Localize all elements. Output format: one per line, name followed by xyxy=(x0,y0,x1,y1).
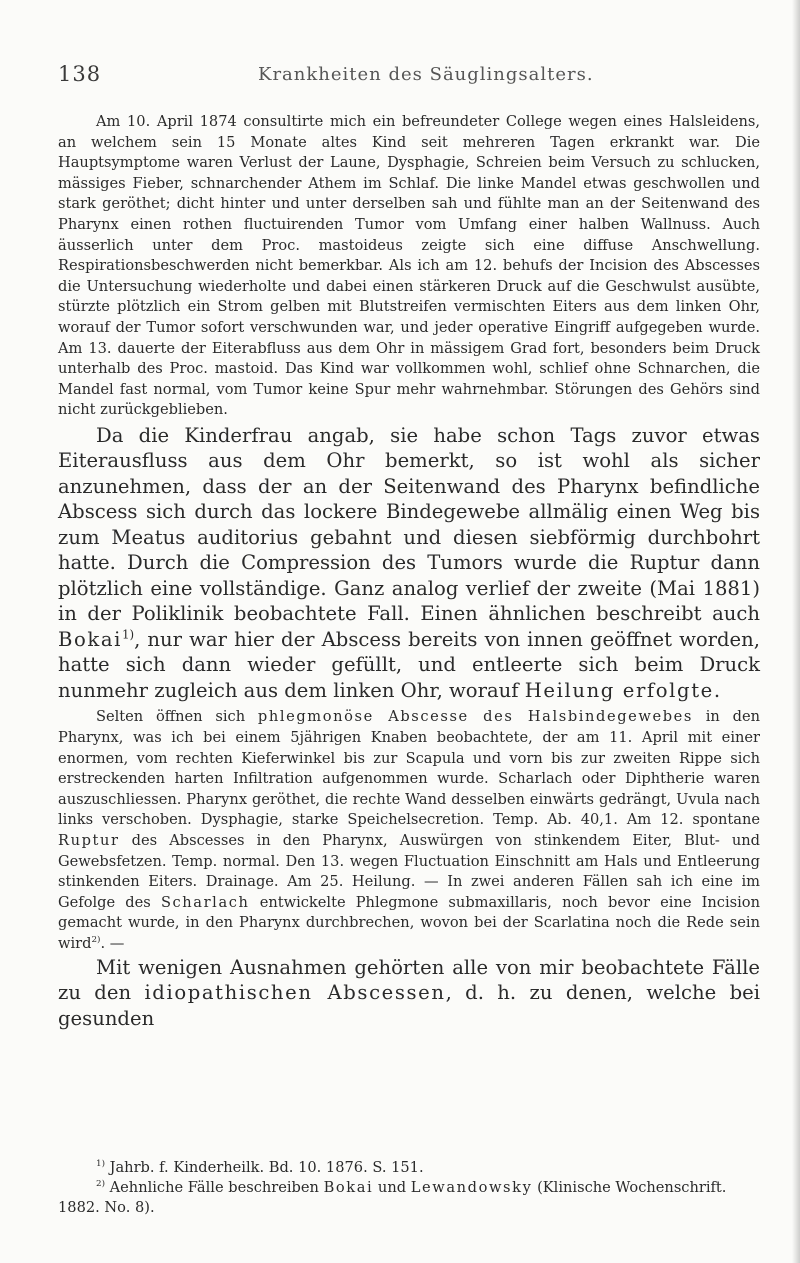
phlegmon-emphasis: phlegmonöse Abscesse des Halsbindegewebes xyxy=(257,708,693,726)
page-edge-shadow xyxy=(792,0,800,1263)
page-header xyxy=(58,62,758,98)
emphasis-text: Heilung erfolgte. xyxy=(524,678,722,702)
closing-text-a: Mit wenigen Ausnahmen gehörten alle von mir beobachtete Fälle zu den xyxy=(58,955,760,1005)
footnote-1 xyxy=(58,1158,760,1178)
footnote-ref-2: 2) xyxy=(91,935,101,946)
page-number: 138 xyxy=(58,62,102,86)
page-body xyxy=(58,112,760,1031)
footnote-mark: 2) xyxy=(96,1179,105,1190)
case-report-text: Am 10. April 1874 consultirte mich ein befreundeter College wegen eines Halsleidens, an welchem sein 15 Monate altes Kind seit mehreren Tagen erkrankt war. Die Hauptsymptome waren Verlust der Laune, Dysphagie, Schreien beim Versuch zu schlucken, mässiges Fieber, schnarchender Athem im Schlaf. Die linke Mandel etwas geschwollen und stark geröthet; dicht hinter und unter derselben sah und fühlte man an der Seitenwand des Pharynx einen rothen fluctuirenden Tumor vom Umfang einer halben Wallnuss. Auch äusserlich unter dem Proc. mastoideus zeigte sich eine diffuse Anschwellung. Respirationsbeschwerden nicht bemerkbar. Als ich am 12. behufs der Incision des Abscesses die Untersuchung wiederholte und dabei einen stärkeren Druck auf die Geschwulst ausübte, stürzte plötzlich ein Strom gelben mit Blutstreifen vermischten Eiters aus dem linken Ohr, worauf der Tumor sofort verschwunden war, und jeder operative Eingriff aufgegeben wurde. Am 13. dauerte der Eiterabfluss aus dem Ohr in mässigem Grad fort, besonders beim Druck unterhalb des Proc. mastoid. Das Kind war vollkommen wohl, schlief ohne Schnarchen, die Mandel fast normal, vom Tumor keine Spur mehr wahrnehmbar. Störungen des Gehörs sind nicht zurückgeblieben. xyxy=(58,113,760,419)
closing-emphasis: idiopathischen Abscessen xyxy=(144,981,446,1005)
case-report-paragraph xyxy=(58,112,760,421)
closing-paragraph xyxy=(58,955,760,1032)
discussion-text-a: Da die Kinderfrau angab, sie habe schon Tags zuvor etwas Eiterausfluss aus dem Ohr bemerkt, so ist wohl als sicher anzunehmen, dass der an der Seitenwand des Pharynx befindliche Abscess sich durch das lockere Bindegewebe allmälig einen Weg bis zum Meatus auditorius gebahnt und diesen siebförmig durchbohrt hatte. Durch die Compression des Tumors wurde die Ruptur dann plötzlich eine vollständige. Ganz analog verlief der zweite (Mai 1881) in der Poliklinik beobachtete Fall. Einen ähnlichen beschreibt auch xyxy=(58,423,760,626)
discussion-paragraph xyxy=(58,423,760,704)
footnotes xyxy=(58,1158,760,1218)
footnote-mid: und xyxy=(373,1179,411,1196)
author-name: Bokai xyxy=(58,627,123,651)
footnote-author-1: Bokai xyxy=(323,1179,374,1196)
scharlach-emphasis: Scharlach xyxy=(160,893,250,911)
footnote-text: Jahrb. f. Kinderheilk. Bd. 10. 1876. S. 151. xyxy=(104,1159,424,1176)
phlegmon-paragraph xyxy=(58,707,760,954)
running-head: Krankheiten des Säuglingsalters. xyxy=(258,64,594,85)
phlegmon-text-c: des Abscesses in den Pharynx, Auswürgen von stinkendem Eiter, Blut- und Gewebsfetzen. Temp. normal. Den 13. wegen Fluctuation Einschnitt am Hals und Entleerung stinkenden Eiters. Drainage. Am 25. Heilung. — In zwei anderen Fällen sah ich eine im Gefolge des xyxy=(58,831,760,911)
phlegmon-text-b: in den Pharynx, was ich bei einem 5jährigen Knaben beobachtete, der am 11. April mit einer enormen, vom rechten Kieferwinkel bis zur Scapula und vorn bis zur zweiten Rippe sich erstreckenden harten Infiltration aufgenommen wurde. Scharlach oder Diphtherie waren auszuschliessen. Pharynx geröthet, die rechte Wand desselben einwärts gedrängt, Uvula nach links verschoben. Dysphagie, starke Speichelsecretion. Temp. Ab. 40,1. Am 12. spontane xyxy=(58,708,760,829)
footnote-mark: 1) xyxy=(96,1159,105,1170)
footnote-2 xyxy=(58,1178,760,1218)
footnote-text-b: (Klinische Wochenschrift. 1882. No. 8). xyxy=(58,1179,727,1216)
closing-text-b: , d. h. zu denen, welche bei gesunden xyxy=(58,981,760,1030)
discussion-text-b: , nur war hier der Abscess bereits von innen geöffnet worden, hatte sich dann wieder gefüllt, und entleerte sich beim Druck nunmehr zugleich aus dem linken Ohr, worauf xyxy=(58,627,760,702)
phlegmon-text-e: . — xyxy=(100,934,125,952)
footnote-text-a: Aehnliche Fälle beschreiben xyxy=(104,1179,324,1196)
phlegmon-text-a: Selten öffnen sich xyxy=(96,708,258,726)
phlegmon-text-d: entwickelte Phlegmone submaxillaris, noch bevor eine Incision gemacht wurde, in den Pharynx durchbrechen, wovon bei der Scarlatina noch die Rede sein wird xyxy=(58,893,760,952)
footnote-author-2: Lewandowsky xyxy=(410,1179,533,1196)
ruptur-emphasis: Ruptur xyxy=(58,831,120,849)
footnote-ref-1: 1) xyxy=(122,627,135,642)
